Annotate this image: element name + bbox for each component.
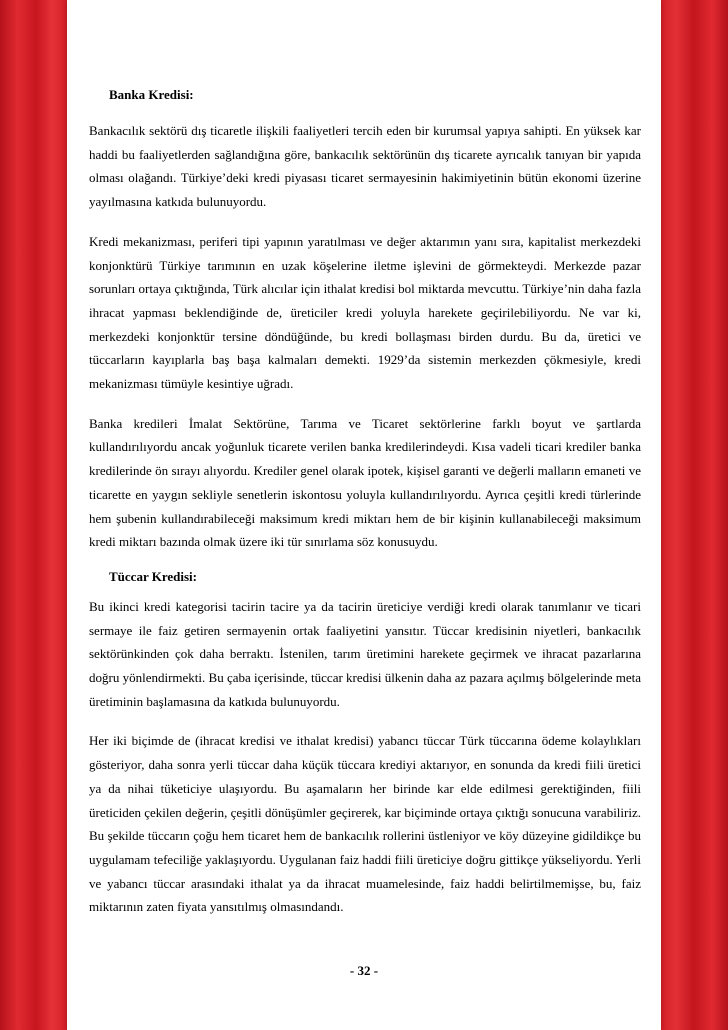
- page-number: - 32 -: [349, 963, 379, 978]
- paragraph-tuccar-1: Bu ikinci kredi kategorisi tacirin tacire ya da tacirin üreticiye verdiği kredi olarak tanımlanır ve ticari sermaye ile faiz getiren sermayenin ortak faaliyetini yansıtır. Tüccar kredisinin niyetleri, bankacılık sektörünkinden çok daha berraktı. İstenilen, tarım üretimini harekete geçirmek ve ihracat pazarlarına doğru yönlendirmekti. Bu çaba içerisinde, tüccar kredisi ülkenin daha az pazara açılmış bölgelerinde meta üretiminin başlamasına da katkıda bulunuyordu.: [89, 598, 641, 709]
- paragraph-banka-2: Kredi mekanizması, periferi tipi yapının yaratılması ve değer aktarımın yanı sıra, kapitalist merkezdeki konjonktürü Türkiye tarımının en uzak köşelerine iletme işlevini de görmekteydi. Merkezde pazar sorunları ortaya çıktığında, Türk alıcılar için ithalat kredisi bol miktarda mevcuttu. Türkiye’nin daha fazla ihracat yapması beklendiğinde de, üreticiler kredi yoluyla harekete geçirilebiliyordu. Ne var ki, merkezdeki konjonktür tersine döndüğünde, bu kredi bollaşması birden durdu. Bu da, üretici ve tüccarların kayıplarla baş başa kalmaları demekti. 1929’da sistemin merkezden çökmesiyle, kredi mekanizması tümüyle kesintiye uğradı.: [89, 233, 641, 392]
- document-page: [67, 0, 661, 1030]
- section-heading-tuccar: Tüccar Kredisi:: [109, 568, 197, 584]
- section-heading-banka: Banka Kredisi:: [109, 87, 194, 102]
- paragraph-banka-3: Banka kredileri İmalat Sektörüne, Tarıma ve Ticaret sektörlerine farklı boyut ve şartlarda kullandırılıyordu ancak yoğunluk ticarete verilen banka kredilerindeydi. Kısa vadeli ticari krediler banka kredilerinde ön sırayı alıyordu. Krediler genel olarak ipotek, kişisel garanti ve değerli malların emaneti ve ticarette en yaygın sekliyle senetlerin iskontosu yoluyla kullandırılıyordu. Ayrıca çeşitli kredi türlerinde hem şubenin kullandırabileceği maksimum kredi miktarı hem de bir kişinin kullanabileceği maksimum kredi miktarı bazında olmak üzere iki tür sınırlama söz konusuydu.: [89, 415, 641, 550]
- page-content: [89, 86, 641, 919]
- paragraph-banka-1: Bankacılık sektörü dış ticaretle ilişkili faaliyetleri tercih eden bir kurumsal yapıya sahipti. En yüksek kar haddi bu faaliyetlerden sağlandığına göre, bankacılık sektörünün dış ticarete ayrıcalık tanıyan bir yapıda olması olağandı. Türkiye’deki kredi piyasası ticaret sermayesinin hakimiyetinin bütün ekonomi üzerine yayılmasına katkıda bulunuyordu.: [89, 123, 641, 210]
- paragraph-tuccar-2: Her iki biçimde de (ihracat kredisi ve ithalat kredisi) yabancı tüccar Türk tüccarına ödeme kolaylıkları gösteriyor, daha sonra yerli tüccar daha küçük tüccara krediyi aktarıyor, en sonunda da kredi fiili üretici ya da nihai tüketiciye ulaşıyordu. Bu aşamaların her birinde kar elde edilmesi gerektiğinden, fiili üreticiden çekilen değerin, çeşitli dönüşümler geçirerek, kar biçiminde ortaya çıktığı sonucuna varabiliriz. Bu şekilde tüccarın çoğu hem ticaret hem de bankacılık rollerini üstleniyor ve köy düzeyine gidildikçe bu uygulamam tefeciliğe yaklaşıyordu. Uygulanan faiz haddi fiili üreticiye doğru gittikçe yükseliyordu. Yerli ve yabancı tüccar arasındaki ithalat ya da ihracat muamelesinde, faiz haddi belirtilmemişse, bu, faiz miktarının zaten fiyata yansıtılmış olmasındandı.: [89, 733, 641, 915]
